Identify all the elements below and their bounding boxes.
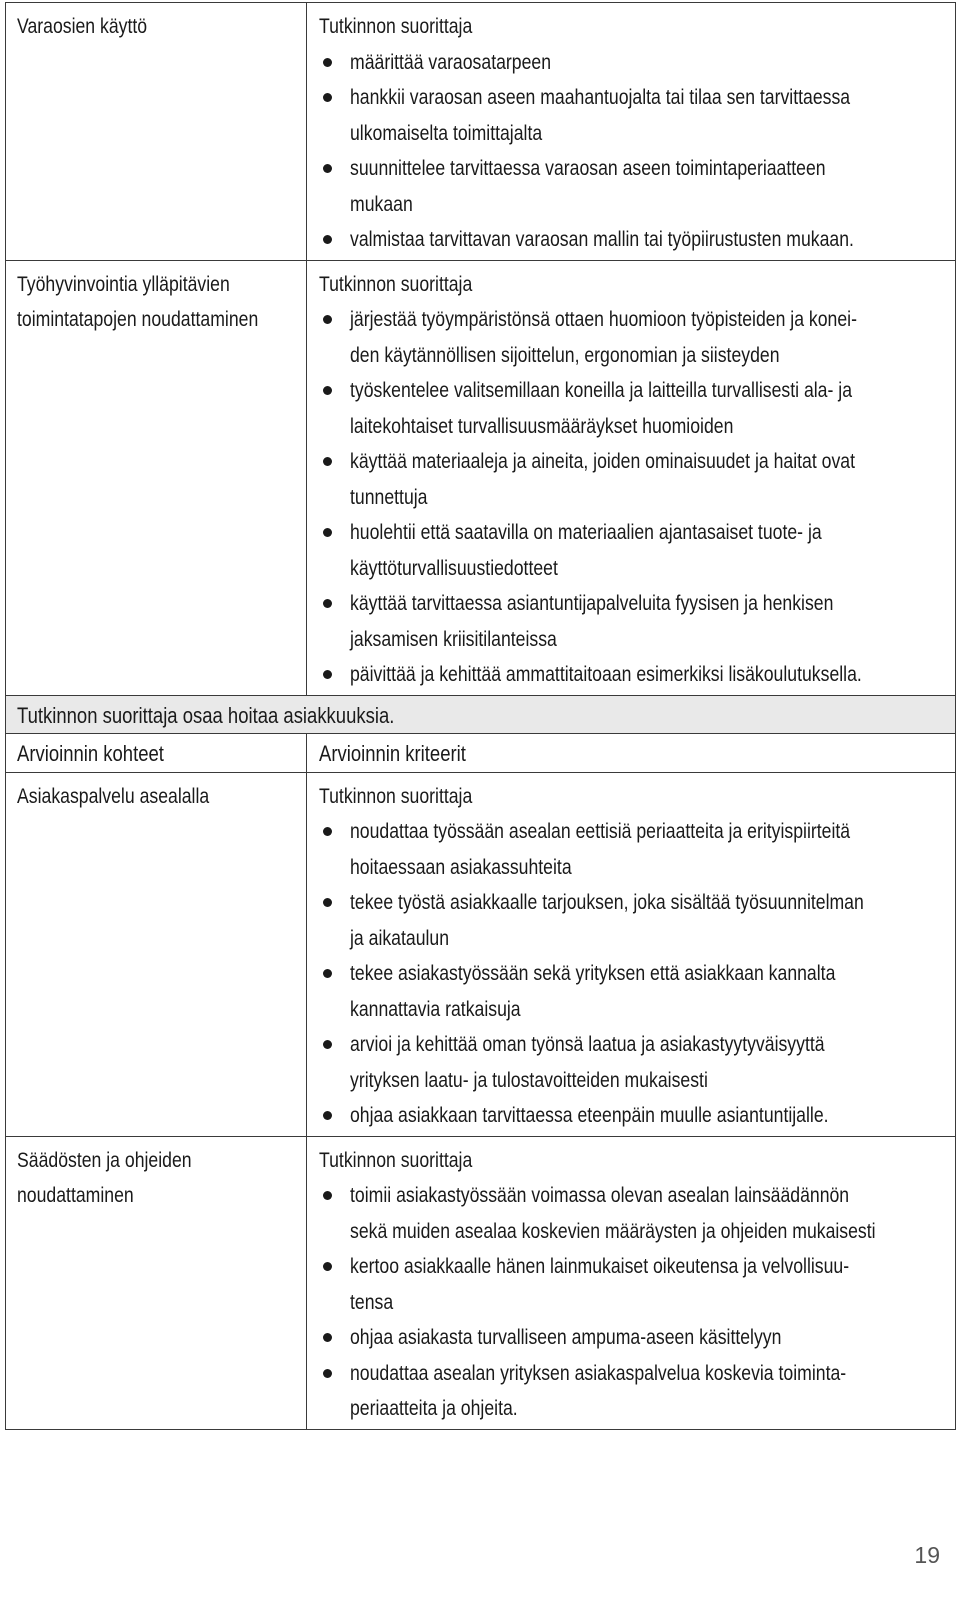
assessment-criteria-cell (307, 1136, 956, 1429)
criteria-item-line: noudattaa asealan yrityksen asiakaspalvelua koskevia toiminta- (350, 1361, 847, 1385)
criteria-item-line: käyttöturvallisuustiedotteet (350, 556, 558, 580)
column-header-left (6, 734, 307, 773)
criteria-item-line: päivittää ja kehittää ammattitaitoaan esimerkiksi lisäkoulutuksella. (350, 663, 862, 686)
criteria-item-line: kertoo asiakkaalle hänen lainmukaiset oikeutensa ja velvollisuu- (350, 1255, 850, 1278)
table-row (6, 260, 956, 695)
criteria-item-line: toimii asiakastyössään voimassa olevan asealan lainsäädännön (350, 1184, 850, 1207)
section-heading (6, 695, 956, 734)
criteria-item (319, 1320, 951, 1356)
table-row (6, 1136, 956, 1429)
column-header-right (307, 734, 956, 773)
header-assessment-targets: Arvioinnin kohteet (17, 741, 164, 766)
table-row (6, 772, 956, 1136)
criteria-item (319, 373, 951, 444)
criteria-item-line: käyttää tarvittaessa asiantuntijapalveluita fyysisen ja henkisen (350, 592, 834, 615)
criteria-item-line: käyttää materiaaleja ja aineita, joiden ominaisuudet ja haitat ovat (350, 450, 856, 473)
section-title: Tutkinnon suorittaja osaa hoitaa asiakkuuksia. (17, 702, 395, 728)
header-assessment-criteria: Arvioinnin kriteerit (319, 741, 466, 766)
criteria-item (319, 1249, 951, 1320)
criteria-item-line: valmistaa tarvittavan varaosan mallin tai työpiirustusten mukaan. (350, 228, 854, 251)
assessment-target: Asiakaspalvelu asealalla (17, 784, 210, 808)
criteria-item (319, 45, 951, 81)
assessment-criteria-cell (307, 260, 956, 695)
criteria-item-line: suunnittelee tarvittaessa varaosan aseen toimintaperiaatteen (350, 157, 826, 180)
criteria-item-line: tunnettuja (350, 485, 428, 509)
criteria-item-line: määrittää varaosatarpeen (350, 50, 552, 74)
criteria-table (5, 2, 956, 1430)
criteria-item-line: yrityksen laatu- ja tulostavoitteiden mukaisesti (350, 1068, 708, 1092)
criteria-item-line: työskentelee valitsemillaan koneilla ja laitteilla turvallisesti ala- ja (350, 379, 853, 402)
criteria-item (319, 444, 951, 515)
criteria-item-line: den käytännöllisen sijoittelun, ergonomian ja siisteyden (350, 343, 780, 367)
criteria-item-line: ohjaa asiakkaan tarvittaessa eteenpäin muulle asiantuntijalle. (350, 1104, 829, 1127)
column-header-row (6, 734, 956, 773)
criteria-lead: Tutkinnon suorittaja (319, 15, 473, 38)
criteria-item-line: järjestää työympäristönsä ottaen huomioon työpisteiden ja konei- (350, 308, 857, 331)
criteria-lead: Tutkinnon suorittaja (319, 1148, 473, 1172)
assessment-target-cell (6, 1136, 307, 1429)
criteria-item (319, 1178, 951, 1249)
assessment-target-cell (6, 3, 307, 261)
criteria-item-line: arvioi ja kehittää oman työnsä laatua ja asiakastyytyväisyyttä (350, 1033, 825, 1056)
assessment-target: Työhyvinvointia ylläpitävien toimintatapojen noudattaminen (17, 272, 259, 331)
assessment-target: Varaosien käyttö (17, 15, 148, 38)
criteria-item (319, 151, 951, 222)
criteria-item (319, 1356, 951, 1427)
criteria-item-line: jaksamisen kriisitilanteissa (350, 627, 557, 651)
criteria-item (319, 80, 951, 151)
criteria-item (319, 586, 951, 657)
assessment-target: Säädösten ja ohjeiden noudattaminen (17, 1148, 192, 1207)
criteria-item (319, 302, 951, 373)
criteria-item-line: hankkii varaosan aseen maahantuojalta tai tilaa sen tarvittaessa (350, 86, 851, 109)
criteria-item-line: kannattavia ratkaisuja (350, 997, 521, 1021)
criteria-item-line: hoitaessaan asiakassuhteita (350, 855, 572, 879)
criteria-item-line: ohjaa asiakasta turvalliseen ampuma-aseen käsittelyyn (350, 1326, 782, 1349)
assessment-target-cell (6, 260, 307, 695)
assessment-target-cell (6, 772, 307, 1136)
criteria-item (319, 222, 951, 258)
assessment-criteria-cell (307, 3, 956, 261)
criteria-lead: Tutkinnon suorittaja (319, 784, 473, 808)
table-row (6, 3, 956, 261)
criteria-list (319, 1178, 951, 1427)
criteria-item (319, 657, 951, 693)
criteria-item (319, 1027, 951, 1098)
criteria-item-line: huolehtii että saatavilla on materiaalien ajantasaiset tuote- ja (350, 521, 822, 544)
criteria-item-line: ja aikataulun (350, 926, 450, 950)
criteria-item-line: mukaan (350, 192, 413, 216)
criteria-item (319, 956, 951, 1027)
criteria-list (319, 45, 951, 258)
criteria-item (319, 515, 951, 586)
criteria-item-line: sekä muiden asealaa koskevien määräysten ja ohjeiden mukaisesti (350, 1219, 876, 1243)
criteria-item (319, 1098, 951, 1134)
criteria-item (319, 814, 951, 885)
criteria-item (319, 885, 951, 956)
criteria-item-line: ulkomaiselta toimittajalta (350, 121, 543, 145)
criteria-lead: Tutkinnon suorittaja (319, 272, 473, 296)
criteria-item-line: tensa (350, 1290, 394, 1314)
section-heading-row (6, 695, 956, 734)
criteria-list (319, 814, 951, 1134)
criteria-list (319, 302, 951, 693)
criteria-item-line: laitekohtaiset turvallisuusmääräykset huomioiden (350, 414, 734, 438)
criteria-item-line: periaatteita ja ohjeita. (350, 1397, 518, 1420)
criteria-item-line: noudattaa työssään asealan eettisiä periaatteita ja erityispiirteitä (350, 820, 851, 843)
assessment-criteria-cell (307, 772, 956, 1136)
page-number: 19 (914, 1542, 940, 1568)
criteria-item-line: tekee asiakastyössään sekä yrityksen että asiakkaan kannalta (350, 962, 836, 985)
criteria-item-line: tekee työstä asiakkaalle tarjouksen, joka sisältää työsuunnitelman (350, 891, 864, 914)
